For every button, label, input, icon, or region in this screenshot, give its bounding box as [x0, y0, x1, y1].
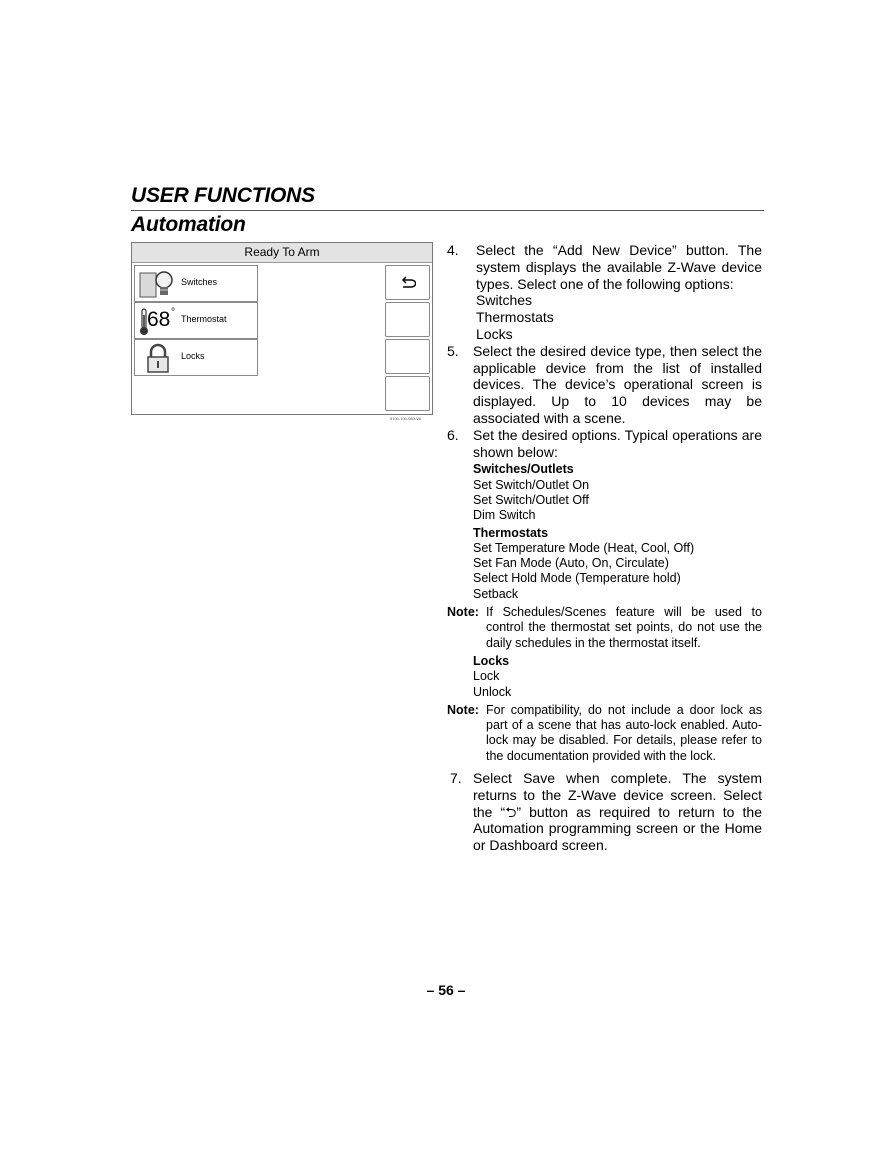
note-text: For compatibility, do not include a door lock as part of a scene that has auto-lock enabled. Auto-lock may be disabled. For details, please refer to the documentation provided with the lock.	[486, 702, 762, 763]
list-item: Set Switch/Outlet Off	[473, 492, 589, 507]
locks-label: Locks	[181, 351, 205, 361]
list-item: Select Hold Mode (Temperature hold)	[473, 571, 681, 586]
screen-status-header: Ready To Arm	[132, 243, 432, 263]
thermostat-button[interactable]	[134, 302, 258, 339]
step-4	[447, 242, 762, 292]
thermostat-temperature: 68	[147, 308, 171, 331]
list-title: Switches/Outlets	[473, 462, 574, 477]
list-item: Lock	[473, 669, 500, 684]
step-7	[447, 770, 762, 854]
instruction-column	[447, 242, 762, 854]
note-autolock	[447, 703, 762, 764]
section-title: USER FUNCTIONS	[131, 184, 315, 207]
padlock-icon	[138, 342, 178, 374]
back-button[interactable]	[385, 265, 430, 300]
step-number: 4.	[447, 242, 459, 258]
list-item: Dim Switch	[473, 508, 536, 523]
step-text: Select the desired device type, then select the applicable device from the list of installed devices. The device’s operational screen is displayed. Up to 10 devices may be associated with a scene.	[473, 342, 762, 426]
section-rule	[131, 210, 764, 211]
back-arrow-icon	[400, 276, 416, 290]
locks-button[interactable]	[134, 339, 258, 376]
switches-label: Switches	[181, 277, 218, 287]
note-label: Note:	[447, 702, 479, 717]
list-title: Locks	[473, 653, 510, 668]
note-schedules	[447, 605, 762, 651]
step-number: 6.	[447, 426, 459, 443]
side-button-3[interactable]	[385, 339, 430, 374]
switches-button[interactable]	[134, 265, 258, 302]
step-text: Select Save when complete. The system returns to the Z-Wave device screen. Select the “⮌” button as required to return to the Automation programming screen or the Home or Dashboard screen.	[473, 770, 762, 854]
step-text: Select the “Add New Device” button. The system displays the available Z-Wave device types. Select one of the following options:	[476, 242, 762, 292]
list-item: Set Switch/Outlet On	[473, 477, 590, 492]
switches-operations	[473, 462, 762, 523]
note-label: Note:	[447, 605, 479, 620]
step-number: 7.	[450, 770, 462, 786]
page-number: – 56 –	[426, 982, 466, 998]
subsection-title: Automation	[131, 213, 246, 236]
side-button-2[interactable]	[385, 302, 430, 337]
list-title: Thermostats	[473, 525, 549, 540]
lightbulb-icon	[138, 268, 178, 300]
note-text: If Schedules/Scenes feature will be used to control the thermostat set points, do not use the daily schedules in the thermostat itself.	[486, 605, 762, 650]
list-item: Set Fan Mode (Auto, On, Circulate)	[473, 556, 669, 571]
step-number: 5.	[447, 342, 459, 359]
option-item: Thermostats	[476, 309, 554, 326]
degree-symbol: °	[171, 307, 175, 318]
automation-screen-figure	[131, 242, 433, 415]
list-item: Unlock	[473, 684, 512, 699]
figure-id: 5100-100-083-V0	[390, 416, 422, 421]
list-item: Setback	[473, 586, 519, 601]
option-item: Switches	[476, 292, 533, 309]
list-item: Set Temperature Mode (Heat, Cool, Off)	[473, 540, 695, 555]
thermostat-label: Thermostat	[181, 314, 227, 324]
side-button-4[interactable]	[385, 376, 430, 411]
thermostat-operations	[473, 526, 762, 602]
step-text: Set the desired options. Typical operations are shown below:	[473, 426, 762, 460]
step-5	[447, 343, 762, 427]
option-item: Locks	[476, 325, 513, 342]
step-6	[447, 427, 762, 461]
lock-operations	[473, 654, 762, 700]
